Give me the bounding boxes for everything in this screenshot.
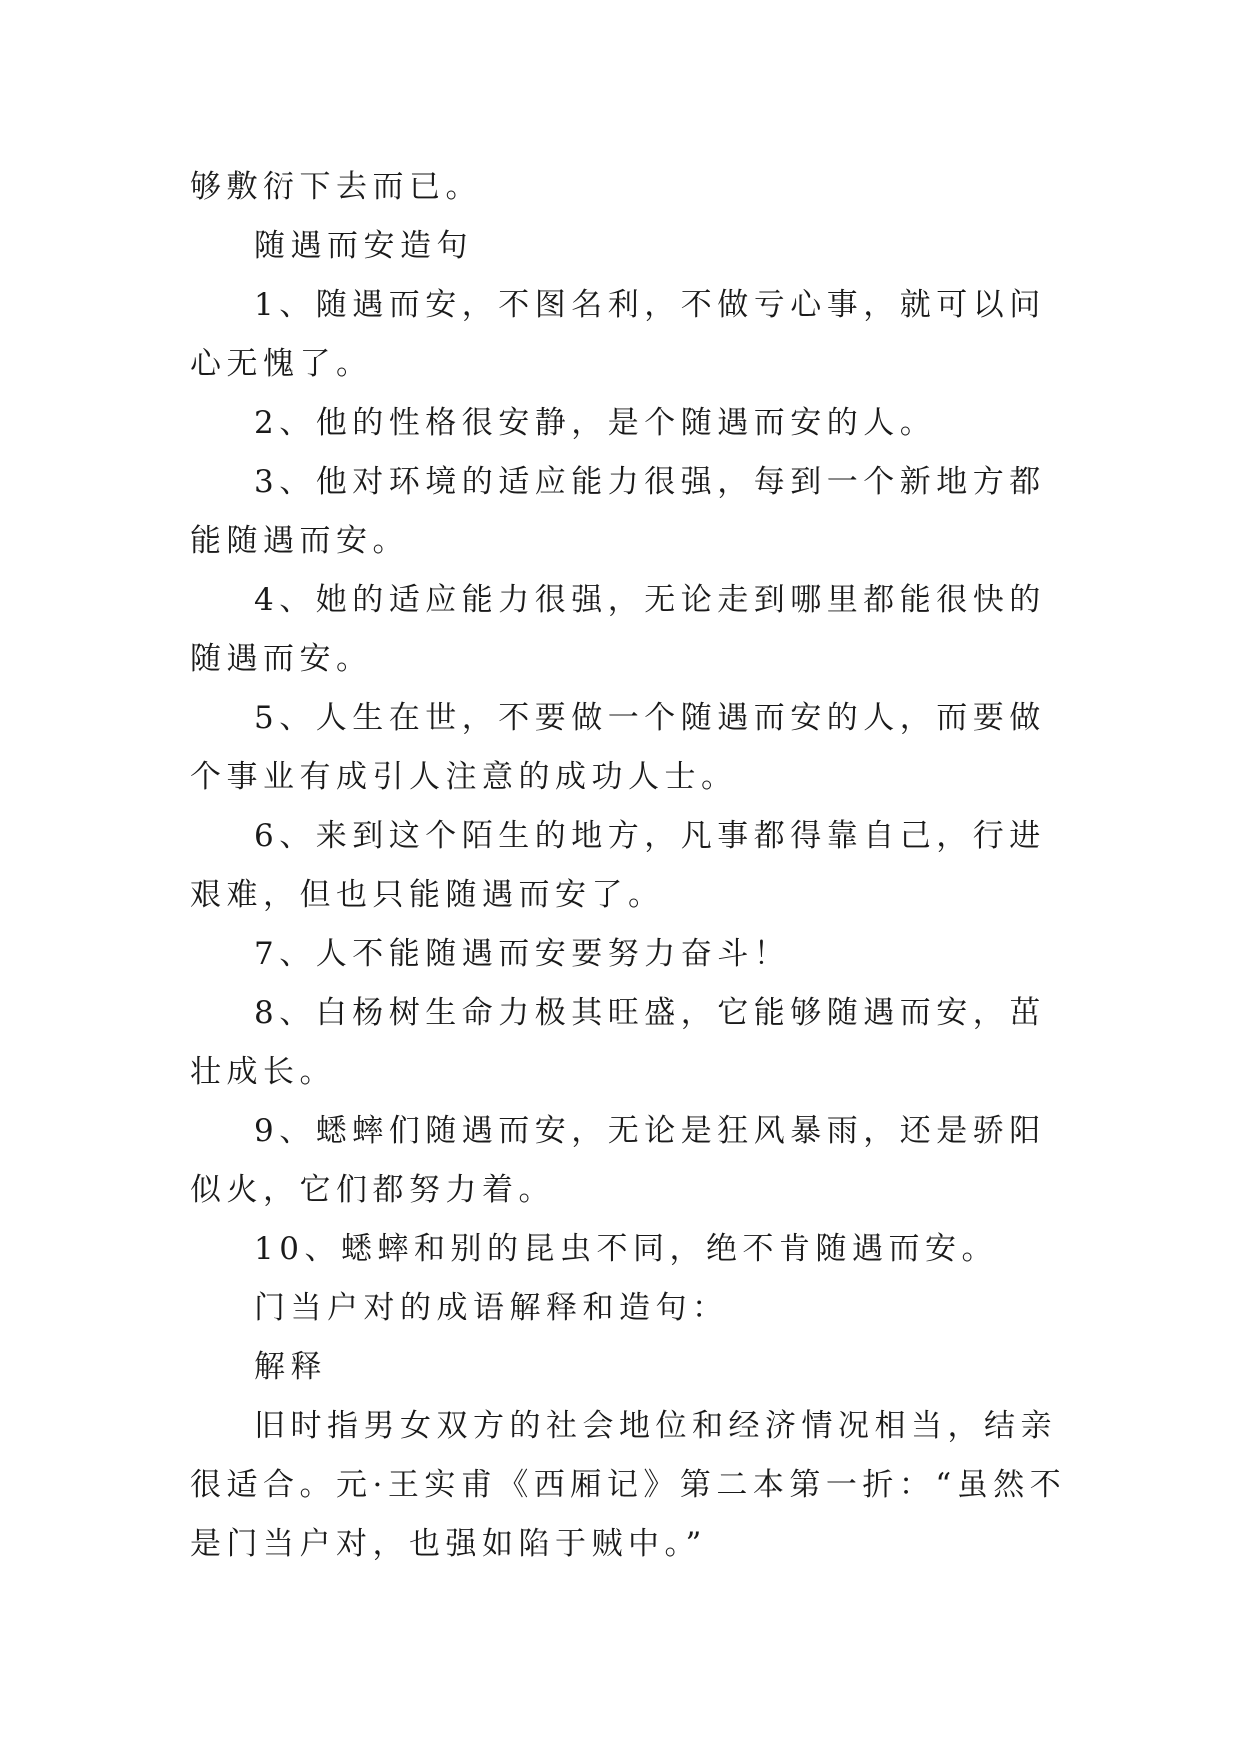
example-sentence: 1、随遇而安，不图名利，不做亏心事，就可以问心无愧了。 bbox=[190, 287, 1046, 382]
example-sentence: 5、人生在世，不要做一个随遇而安的人，而要做个事业有成引人注意的成功人士。 bbox=[190, 700, 1046, 795]
example-sentence: 8、白杨树生命力极其旺盛，它能够随遇而安，茁壮成长。 bbox=[190, 995, 1046, 1090]
example-sentence: 4、她的适应能力很强，无论走到哪里都能很快的随遇而安。 bbox=[190, 582, 1046, 677]
section-heading-sentences: 随遇而安造句 bbox=[254, 228, 473, 264]
explanation-paragraph: 旧时指男女双方的社会地位和经济情况相当，结亲很适合。元·王实甫《西厢记》第二本第一折：“虽然不是门当户对，也强如陷于贼中。” bbox=[190, 1408, 1067, 1562]
subheading-explanation: 解释 bbox=[254, 1349, 327, 1385]
example-sentence: 6、来到这个陌生的地方，凡事都得靠自己，行进艰难，但也只能随遇而安了。 bbox=[190, 818, 1046, 913]
example-sentence: 2、他的性格很安静，是个随遇而安的人。 bbox=[254, 405, 937, 441]
paragraph-continuation: 够敷衍下去而已。 bbox=[190, 169, 482, 205]
example-sentence: 7、人不能随遇而安要努力奋斗！ bbox=[254, 936, 791, 972]
section-heading-idiom: 门当户对的成语解释和造句： bbox=[254, 1290, 729, 1326]
example-sentence: 9、蟋蟀们随遇而安，无论是狂风暴雨，还是骄阳似火，它们都努力着。 bbox=[190, 1113, 1046, 1208]
example-sentence: 3、他对环境的适应能力很强，每到一个新地方都能随遇而安。 bbox=[190, 464, 1046, 559]
document-body bbox=[190, 158, 1072, 1574]
example-sentence: 10、蟋蟀和别的昆虫不同，绝不肯随遇而安。 bbox=[254, 1231, 998, 1267]
